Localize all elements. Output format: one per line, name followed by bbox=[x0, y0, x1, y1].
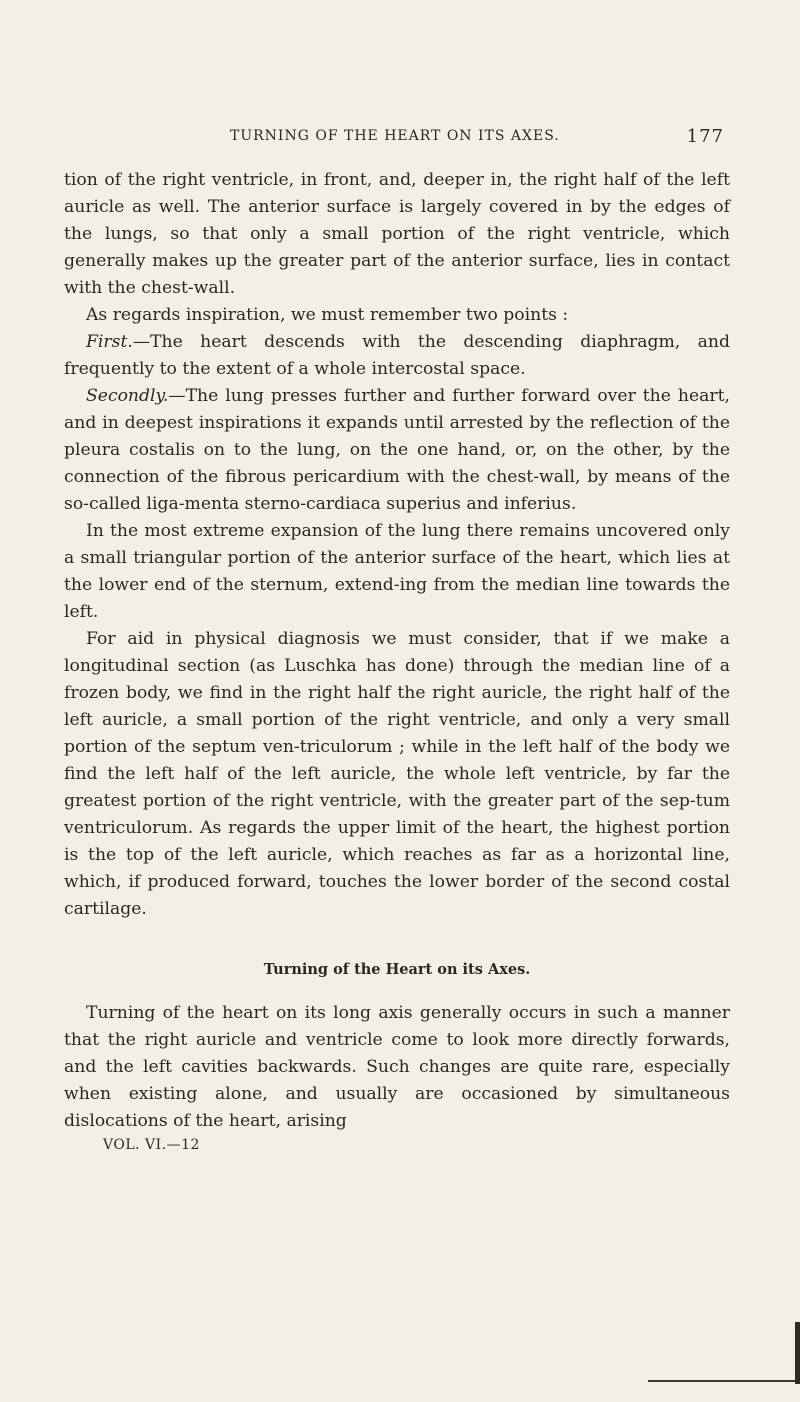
paragraph-first-lead: First. bbox=[86, 332, 133, 352]
paragraph-turning: Turning of the heart on its long axis generally occurs in such a manner that the right auricle and ventricle come to look more directly forwards, and the left cavities backwards. Such changes are quite rare, especially when existing alone, and usually are occasioned by simultaneous dislocations of the heart, arising bbox=[64, 1003, 730, 1131]
running-head: TURNING OF THE HEART ON ITS AXES. bbox=[230, 128, 560, 144]
paragraph-inspiration: As regards inspiration, we must remember two points : bbox=[86, 305, 569, 325]
paragraph-secondly bbox=[64, 383, 730, 518]
paragraph-secondly-text: —The lung presses further and further forward over the heart, and in deepest inspirations it expands until arrested by the reflection of the pleura costalis on to the lung, on the one hand, or, on the other, by the connection of the fibrous pericardium with the chest-wall, by means of the so-called liga-menta sterno-cardiaca superius and inferius. bbox=[64, 386, 730, 514]
paragraph-expansion: In the most extreme expansion of the lung there remains uncovered only a small triangular portion of the anterior surface of the heart, which lies at the lower end of the sternum, extend-ing from the median line towards the left. bbox=[64, 521, 730, 622]
page-edge-line bbox=[648, 1380, 800, 1382]
page-body bbox=[64, 167, 730, 1155]
page-number: 177 bbox=[686, 126, 724, 147]
page-edge-mark bbox=[795, 1322, 800, 1384]
paragraph-secondly-lead: Secondly. bbox=[86, 386, 169, 406]
paragraph-first bbox=[64, 329, 730, 383]
paragraph-diagnosis: For aid in physical diagnosis we must consider, that if we make a longitudinal section (as Luschka has done) through the median line of a frozen body, we find in the right half the right auricle, the right half of the left auricle, a small portion of the right ventricle, and only a very small portion of the septum ven-triculorum ; while in the left half of the body we find the left half of the left auricle, the whole left ventricle, by far the greatest portion of the right ventricle, with the greater part of the sep-tum ventriculorum. As regards the upper limit of the heart, the highest portion is the top of the left auricle, which reaches as far as a horizontal line, which, if produced forward, touches the lower border of the second costal cartilage. bbox=[64, 629, 730, 919]
paragraph-continuation: tion of the right ventricle, in front, and, deeper in, the right half of the left auricle as well. The anterior surface is largely covered in by the edges of the lungs, so that only a small portion of the right ventricle, which generally makes up the greater part of the anterior surface, lies in contact with the chest-wall. bbox=[64, 170, 730, 298]
volume-signature: VOL. VI.—12 bbox=[103, 1137, 200, 1153]
section-heading: Turning of the Heart on its Axes. bbox=[263, 961, 531, 978]
paragraph-first-text: —The heart descends with the descending diaphragm, and frequently to the extent of a whole intercostal space. bbox=[64, 332, 730, 379]
